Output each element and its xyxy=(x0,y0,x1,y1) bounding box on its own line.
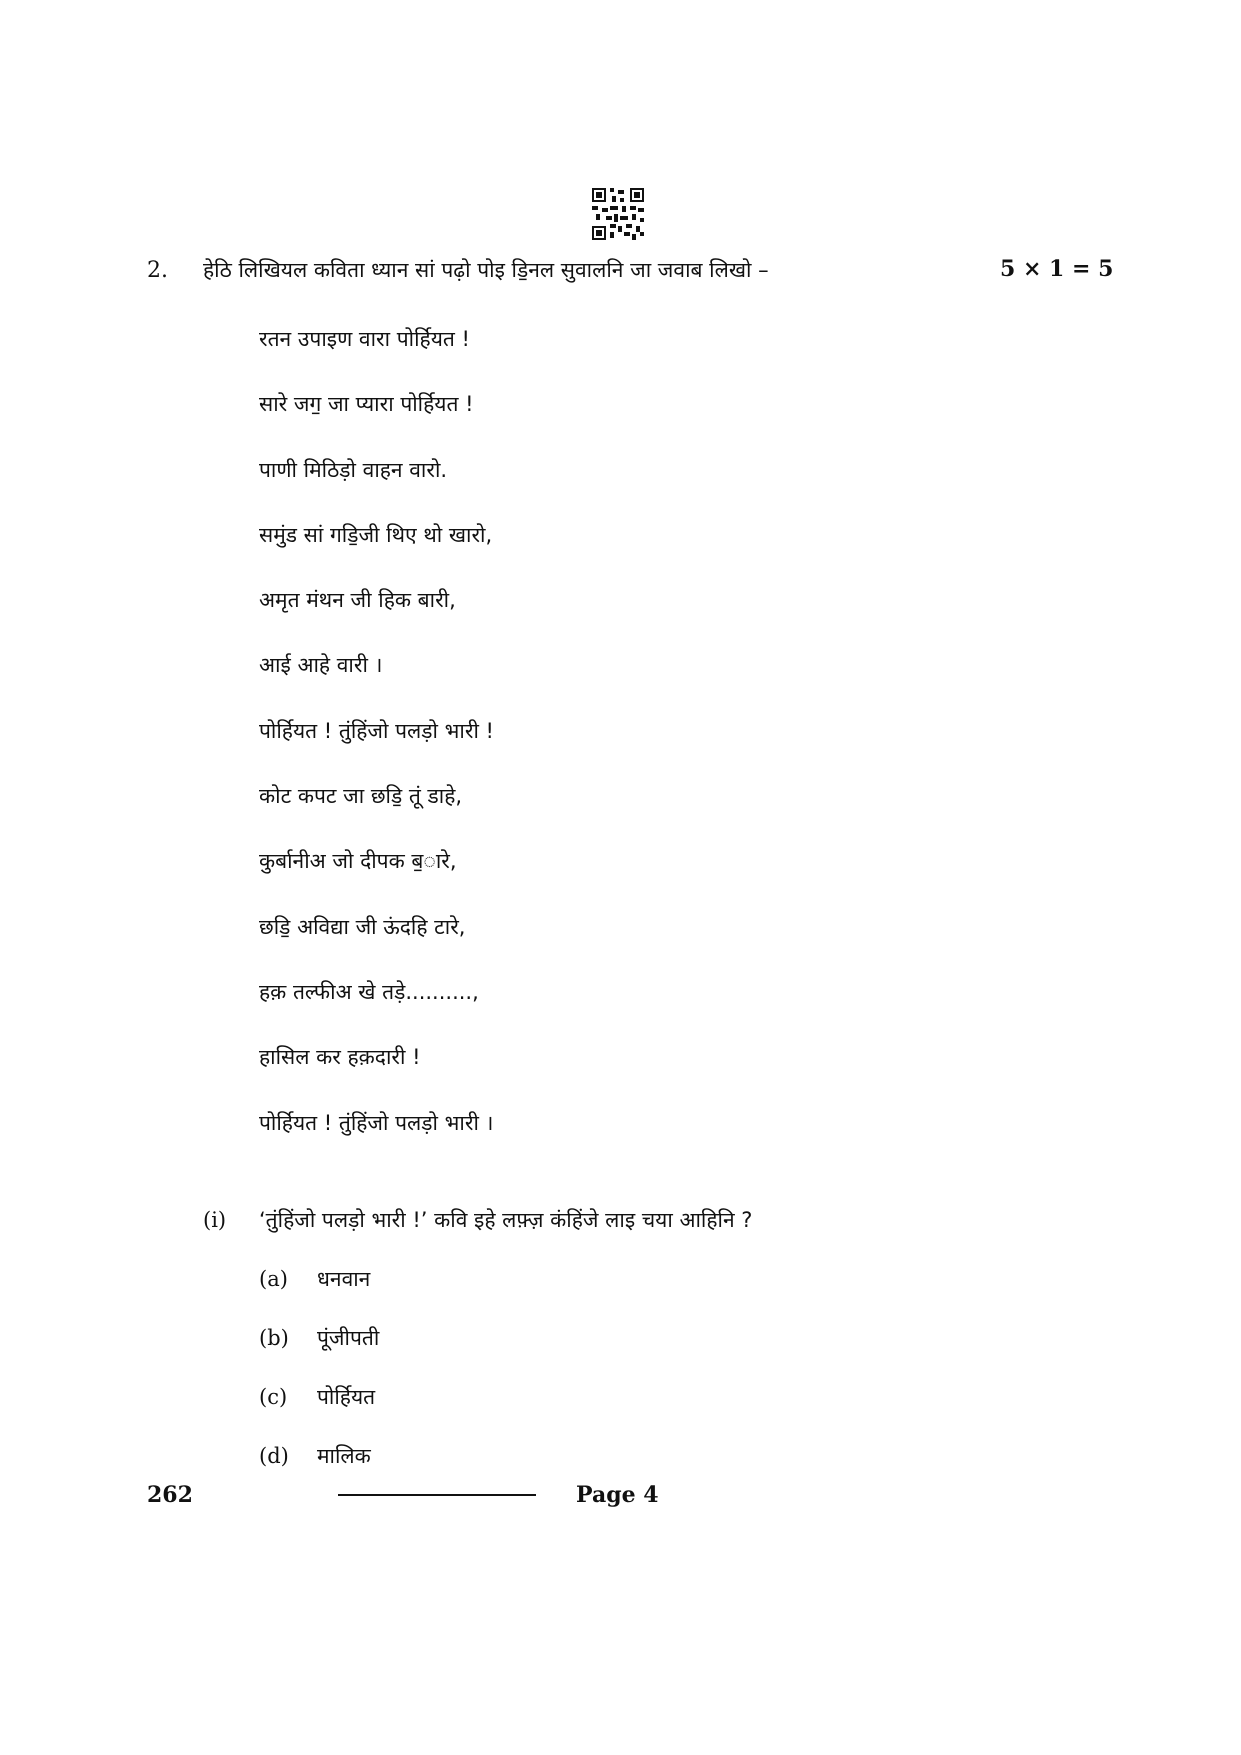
qr-code-icon xyxy=(592,188,644,240)
poem-line: सारे जग॒ जा प्यारा पोर्हियत ! xyxy=(259,392,474,417)
poem xyxy=(259,325,494,1174)
option-text: धनवान xyxy=(317,1267,371,1291)
option-a xyxy=(259,1265,379,1324)
option-text: पूंजीपती xyxy=(317,1326,380,1350)
question-instruction: हेठि लिखियल कविता ध्यान सां पढ़ो पोइ डि॒नल सुवालनि जा जवाब लिखो – xyxy=(203,258,769,282)
option-d xyxy=(259,1442,379,1501)
poem-line: पाणी मिठिड़ो वाहन वारो. xyxy=(259,457,448,482)
page-number: Page 4 xyxy=(576,1482,659,1508)
poem-line: अमृत मंथन जी हिक बारी, xyxy=(259,588,456,613)
options-list xyxy=(259,1265,379,1501)
option-b xyxy=(259,1324,379,1383)
poem-line: कुर्बानीअ जो दीपक ब॒ारे, xyxy=(259,849,457,874)
poem-line: हक़ तल्फीअ खे तड़े.........., xyxy=(259,979,479,1004)
option-label: (b) xyxy=(259,1326,289,1350)
footer-divider xyxy=(338,1494,536,1496)
option-label: (d) xyxy=(259,1444,289,1468)
poem-line: पोर्हियत ! तुंहिंजो पलड़ो भारी । xyxy=(259,1110,494,1135)
paper-code: 262 xyxy=(147,1482,193,1508)
subquestion-number: (i) xyxy=(203,1208,227,1232)
option-text: मालिक xyxy=(317,1444,371,1468)
poem-line: समुंड सां गडि॒जी थिए थो खारो, xyxy=(259,522,493,547)
poem-line: छडि॒ अविद्या जी ऊंदहि टारे, xyxy=(259,914,466,939)
subquestion-text: ‘तुंहिंजो पलड़ो भारी !’ कवि इहे लफ़्ज़ कंहिंजे लाइ चया आहिनि ? xyxy=(259,1208,753,1232)
poem-line: पोर्हियत ! तुंहिंजो पलड़ो भारी ! xyxy=(259,718,494,743)
option-label: (a) xyxy=(259,1267,288,1291)
poem-line: हासिल कर हक़दारी ! xyxy=(259,1045,421,1070)
question-marks: 5 × 1 = 5 xyxy=(1000,256,1114,282)
option-label: (c) xyxy=(259,1385,288,1409)
option-c xyxy=(259,1383,379,1442)
poem-line: रतन उपाइण वारा पोर्हियत ! xyxy=(259,327,470,351)
option-text: पोर्हियत xyxy=(317,1385,376,1409)
question-number: 2. xyxy=(147,258,168,283)
poem-line: कोट कपट जा छडि॒ तूं डाहे, xyxy=(259,784,463,809)
poem-line: आई आहे वारी । xyxy=(259,653,383,678)
